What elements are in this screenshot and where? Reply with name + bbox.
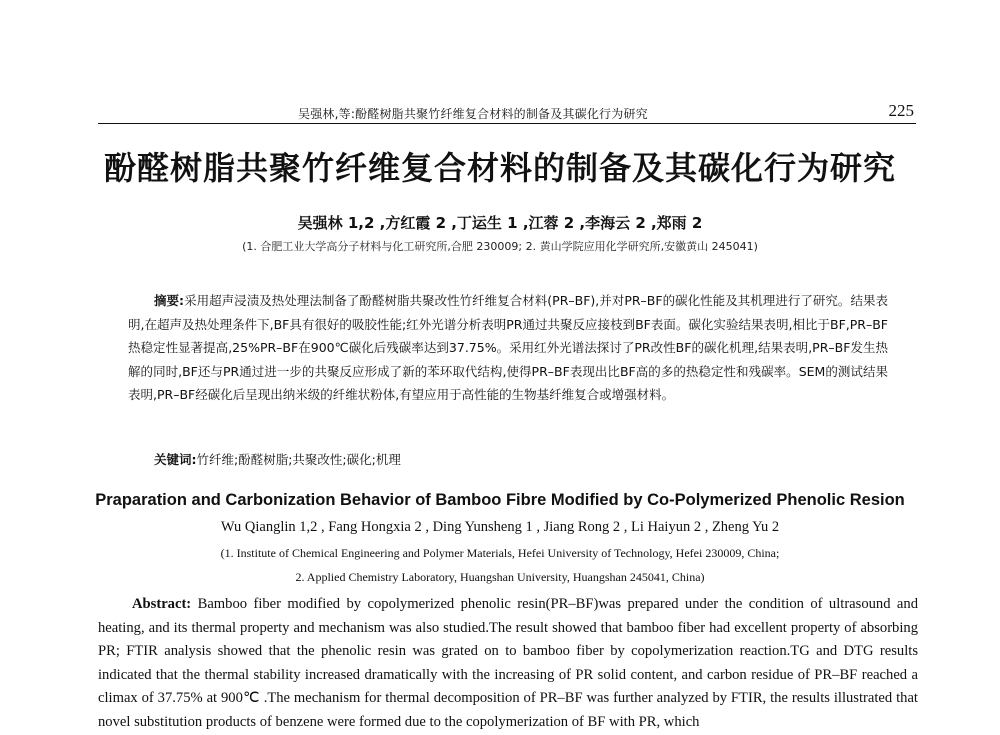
- running-head-text: 吴强林,等:酚醛树脂共聚竹纤维复合材料的制备及其碳化行为研究: [298, 107, 648, 121]
- english-abstract-label: Abstract:: [132, 596, 192, 612]
- english-abstract: [98, 593, 918, 735]
- chinese-abstract-text: 采用超声浸渍及热处理法制备了酚醛树脂共聚改性竹纤维复合材料(PR–BF),并对PR–BF的碳化性能及其机理进行了研究。结果表明,在超声及热处理条件下,BF具有很好的吸胶性能;红外光谱分析表明PR通过共聚反应接枝到BF表面。碳化实验结果表明,相比于BF,PR–BF热稳定性显著提高,25%PR–BF在900℃碳化后残碳率达到37.75%。采用红外光谱法探讨了PR改性BF的碳化机理,结果表明,PR–BF发生热解的同时,BF还与PR通过进一步的共聚反应形成了新的苯环取代结构,使得PR–BF表现出比BF高的多的热稳定性和残碳率。SEM的测试结果表明,PR–BF经碳化后呈现出纳米级的纤维状粉体,有望应用于高性能的生物基纤维复合或增强材料。: [128, 293, 889, 403]
- chinese-abstract: [128, 289, 888, 407]
- english-affiliation-2: 2. Applied Chemistry Laboratory, Huangshan University, Huangshan 245041, China): [295, 570, 705, 584]
- english-title: Praparation and Carbonization Behavior of Bamboo Fibre Modified by Co-Polymerized Phenolic Resion: [95, 491, 905, 509]
- chinese-authors: 吴强林 1,2 ,方红霞 2 ,丁运生 1 ,江蓉 2 ,李海云 2 ,郑雨 2: [297, 214, 703, 232]
- chinese-keywords: [154, 450, 894, 468]
- page-number: 225: [888, 101, 914, 120]
- chinese-affiliation: (1. 合肥工业大学高分子材料与化工研究所,合肥 230009; 2. 黄山学院应用化学研究所,安徽黄山 245041): [242, 240, 758, 253]
- chinese-title: 酚醛树脂共聚竹纤维复合材料的制备及其碳化行为研究: [103, 149, 896, 187]
- english-affiliation-1: (1. Institute of Chemical Engineering and Polymer Materials, Hefei University of Technology, Hefei 230009, China;: [220, 546, 780, 560]
- running-head: [98, 101, 916, 124]
- chinese-keywords-label: 关键词:: [154, 452, 197, 467]
- english-abstract-text: Bamboo fiber modified by copolymerized phenolic resin(PR–BF)was prepared under the condition of ultrasound and heating, and its thermal property and mechanism was also studied.The result showed that bamboo fiber had excellent property of absorbing PR; FTIR analysis showed that the phenolic resin was grated on to bamboo fiber by copolymerization reaction.TG and DTG results indicated that the thermal stability increased dramatically with the increasing of PR solid content, and carbon residue of PR–BF reached a climax of 37.75% at 900℃ .The mechanism for thermal decomposition of PR–BF was further analyzed by FTIR, the results illustrated that novel substitution products of benzene were formed due to the copolymerization of BF with PR, which: [98, 596, 918, 730]
- chinese-abstract-label: 摘要:: [154, 293, 185, 308]
- chinese-keywords-text: 竹纤维;酚醛树脂;共聚改性;碳化;机理: [196, 452, 401, 467]
- english-authors: Wu Qianglin 1,2 , Fang Hongxia 2 , Ding Yunsheng 1 , Jiang Rong 2 , Li Haiyun 2 , Zheng Yu 2: [220, 519, 780, 535]
